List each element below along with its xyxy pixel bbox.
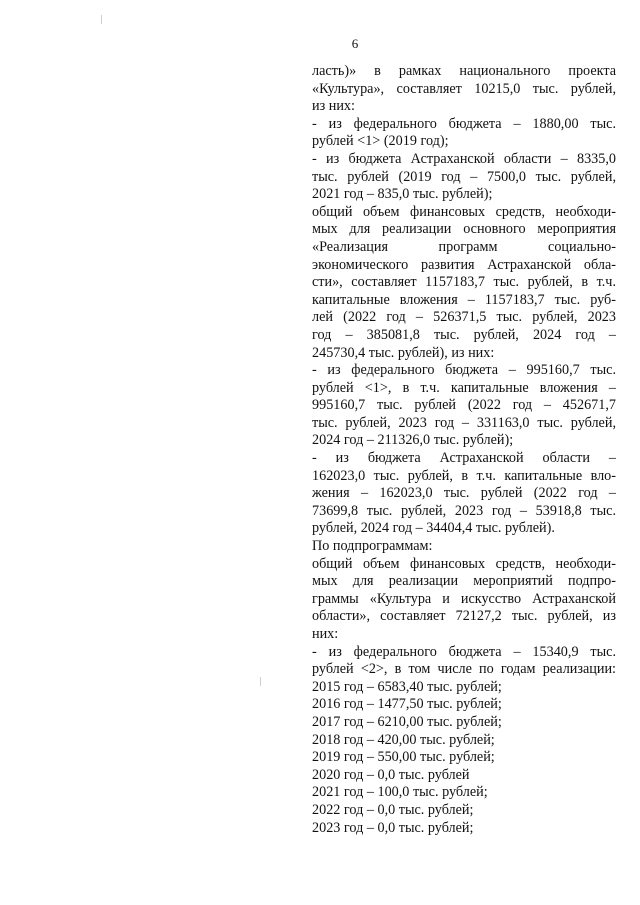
- text-line: «Реализация программ социально-: [312, 238, 616, 255]
- scan-mark-bottom: [260, 677, 261, 686]
- text-line: тыс. рублей (2019 год – 7500,0 тыс. рублей,: [312, 168, 616, 185]
- text-line: - из федерального бюджета – 15340,9 тыс.: [312, 643, 616, 660]
- text-line: сти», составляет 1157183,7 тыс. рублей, в т.ч.: [312, 274, 616, 291]
- text-line: 2021 год – 835,0 тыс. рублей);: [312, 186, 493, 203]
- text-line: ласть)» в рамках национального проекта: [312, 63, 616, 79]
- text-line: них:: [312, 626, 339, 642]
- body-text-column: [312, 63, 616, 837]
- text-line: лей (2022 год – 526371,5 тыс. рублей, 2023: [312, 309, 616, 326]
- text-line: - из федерального бюджета – 1880,00 тыс.: [312, 115, 616, 132]
- text-line: 162023,0 тыс. рублей, в т.ч. капитальные вло-: [312, 467, 616, 484]
- text-line: 245730,4 тыс. рублей), из них:: [312, 344, 495, 361]
- text-line: экономического развития Астраханской обла-: [312, 256, 616, 273]
- text-line: 2022 год – 0,0 тыс. рублей;: [312, 801, 474, 818]
- text-line: 2020 год – 0,0 тыс. рублей: [312, 766, 470, 783]
- text-line: год – 385081,8 тыс. рублей, 2024 год –: [312, 326, 616, 343]
- text-line: общий объем финансовых средств, необходи-: [312, 555, 616, 572]
- text-line: из них:: [312, 98, 355, 115]
- text-line: 73699,8 тыс. рублей, 2023 год – 53918,8 тыс.: [312, 502, 616, 519]
- text-line: общий объем финансовых средств, необходи-: [312, 203, 616, 220]
- text-line: области», составляет 72127,2 тыс. рублей, из: [312, 608, 616, 625]
- text-line: 2019 год – 550,00 тыс. рублей;: [312, 749, 495, 766]
- text-line: рублей <1> (2019 год);: [312, 133, 449, 150]
- text-line: 2015 год – 6583,40 тыс. рублей;: [312, 678, 502, 695]
- text-line: тыс. рублей, 2023 год – 331163,0 тыс. рублей,: [312, 414, 616, 431]
- text-line: 2016 год – 1477,50 тыс. рублей;: [312, 696, 502, 713]
- text-line: 995160,7 тыс. рублей (2022 год – 452671,7: [312, 397, 616, 414]
- scan-mark-top: [101, 15, 102, 24]
- text-line: 2023 год – 0,0 тыс. рублей;: [312, 819, 474, 836]
- text-line: жения – 162023,0 тыс. рублей (2022 год –: [312, 485, 616, 502]
- text-line: мых для реализации мероприятий подпро-: [312, 573, 616, 590]
- text-line: - из бюджета Астраханской области – 8335,0: [312, 150, 616, 167]
- text-line: мых для реализации основного мероприятия: [312, 221, 616, 238]
- text-line: 2017 год – 6210,00 тыс. рублей;: [312, 713, 502, 730]
- text-line: 2024 год – 211326,0 тыс. рублей);: [312, 432, 514, 449]
- text-line: 2018 год – 420,00 тыс. рублей;: [312, 731, 495, 748]
- text-line: рублей, 2024 год – 34404,4 тыс. рублей).: [312, 520, 555, 537]
- text-line: граммы «Культура и искусство Астраханской: [312, 590, 616, 607]
- text-line: рублей <2>, в том числе по годам реализации:: [312, 661, 616, 678]
- text-line: рублей <1>, в т.ч. капитальные вложения –: [312, 379, 616, 396]
- text-line: - из федерального бюджета – 995160,7 тыс.: [312, 362, 616, 379]
- text-line: 2021 год – 100,0 тыс. рублей;: [312, 784, 488, 801]
- text-line: капитальные вложения – 1157183,7 тыс. руб-: [312, 291, 616, 308]
- text-line: По подпрограммам:: [312, 538, 433, 555]
- text-line: - из бюджета Астраханской области –: [312, 450, 616, 467]
- page-number: 6: [351, 36, 359, 51]
- text-line: «Культура», составляет 10215,0 тыс. рублей,: [312, 80, 616, 97]
